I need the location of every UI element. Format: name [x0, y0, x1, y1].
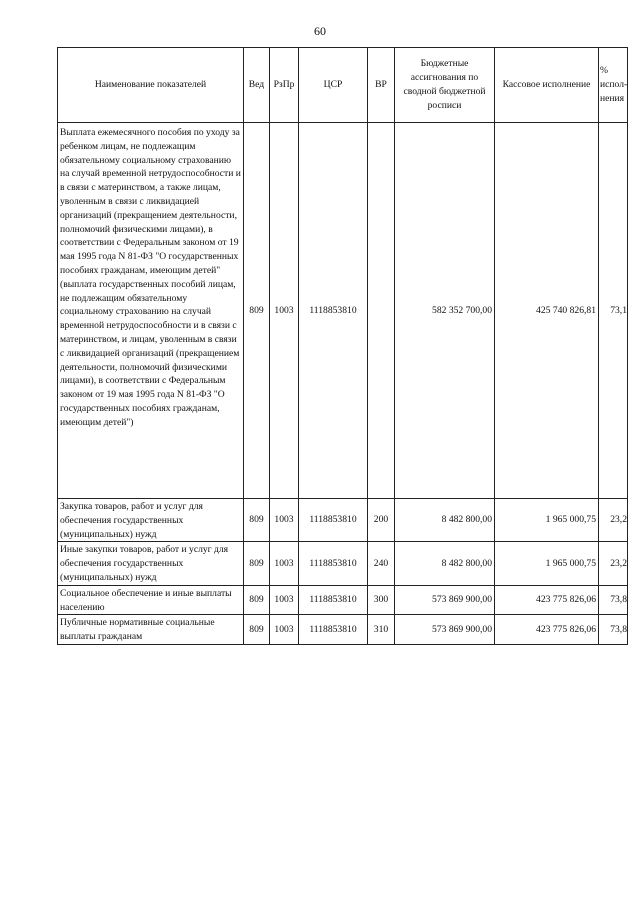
table-header-row: [58, 48, 628, 123]
row-rzpr: 1003: [270, 123, 299, 499]
page-number: 60: [314, 24, 326, 38]
row-vr: 240: [368, 542, 395, 585]
row-csr: 1118853810: [299, 123, 368, 499]
row-cash: 423 775 826,06: [495, 585, 599, 615]
header-vr: ВР: [368, 48, 395, 123]
header-name: Наименование показателей: [58, 48, 244, 123]
row-name: Выплата ежемесячного пособия по уходу за ребенком лицам, не подлежащим обязательному социальному страхованию на случай временной нетрудоспособности и в связи с материнством, а также лицам, уволенным в связи с ликвидацией организаций (прекращением деятельности, полномочий физическими лицами), в соответствии с Федеральным законом от 19 мая 1995 года N 81-ФЗ "О государственных пособиях гражданам, имеющим детей" (выплата государственных пособий лицам, не подлежащим обязательному социальному страхованию на случай временной нетрудоспособности и в связи с материнством, и лицам, уволенным в связи с ликвидацией организаций (прекращением деятельности, полномочий физическими лицами), в соответствии с Федеральным законом от 19 мая 1995 года N 81-ФЗ "О государственных пособиях гражданам, имеющим детей"): [58, 123, 244, 499]
header-percent: % испол-нения: [599, 48, 628, 123]
row-budget: 582 352 700,00: [395, 123, 495, 499]
row-percent: 23,2: [599, 542, 628, 585]
budget-table-container: [57, 47, 628, 643]
row-csr: 1118853810: [299, 615, 368, 645]
row-ved: 809: [244, 585, 270, 615]
row-vr: [368, 123, 395, 499]
table-row: [58, 542, 628, 585]
row-ved: 809: [244, 499, 270, 542]
row-percent: 73,8: [599, 615, 628, 645]
table-row: [58, 615, 628, 645]
row-rzpr: 1003: [270, 585, 299, 615]
row-name: Социальное обеспечение и иные выплаты населению: [58, 585, 244, 615]
row-budget: 8 482 800,00: [395, 542, 495, 585]
row-csr: 1118853810: [299, 542, 368, 585]
header-budget: Бюджетные ассигнования по сводной бюджетной росписи: [395, 48, 495, 123]
header-cash: Кассовое исполнение: [495, 48, 599, 123]
table-row: [58, 123, 628, 499]
row-percent: 73,8: [599, 585, 628, 615]
row-rzpr: 1003: [270, 499, 299, 542]
row-budget: 573 869 900,00: [395, 615, 495, 645]
row-budget: 8 482 800,00: [395, 499, 495, 542]
row-ved: 809: [244, 123, 270, 499]
header-rzpr: РзПр: [270, 48, 299, 123]
row-budget: 573 869 900,00: [395, 585, 495, 615]
row-vr: 310: [368, 615, 395, 645]
row-cash: 1 965 000,75: [495, 542, 599, 585]
table-row: [58, 499, 628, 542]
header-csr: ЦСР: [299, 48, 368, 123]
header-ved: Вед: [244, 48, 270, 123]
row-ved: 809: [244, 542, 270, 585]
row-cash: 1 965 000,75: [495, 499, 599, 542]
row-percent: 73,1: [599, 123, 628, 499]
table-row: [58, 585, 628, 615]
row-name: Публичные нормативные социальные выплаты гражданам: [58, 615, 244, 645]
row-ved: 809: [244, 615, 270, 645]
row-cash: 423 775 826,06: [495, 615, 599, 645]
row-rzpr: 1003: [270, 542, 299, 585]
row-name: Закупка товаров, работ и услуг для обеспечения государственных (муниципальных) нужд: [58, 499, 244, 542]
row-name: Иные закупки товаров, работ и услуг для обеспечения государственных (муниципальных) нужд: [58, 542, 244, 585]
row-percent: 23,2: [599, 499, 628, 542]
row-vr: 200: [368, 499, 395, 542]
row-cash: 425 740 826,81: [495, 123, 599, 499]
row-vr: 300: [368, 585, 395, 615]
budget-execution-table: [57, 47, 628, 645]
row-csr: 1118853810: [299, 499, 368, 542]
row-rzpr: 1003: [270, 615, 299, 645]
row-csr: 1118853810: [299, 585, 368, 615]
